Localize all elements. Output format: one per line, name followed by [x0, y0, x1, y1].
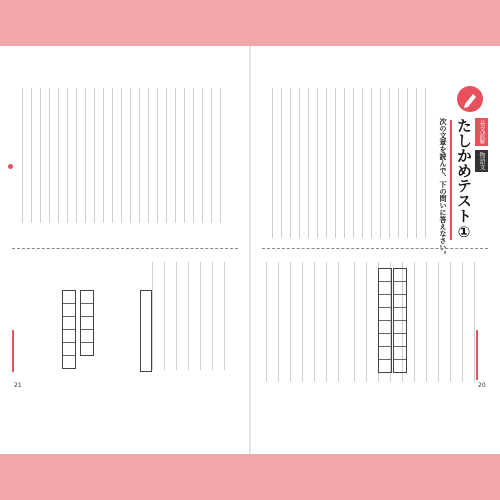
page-title: たしかめテスト① — [455, 118, 473, 241]
question-block — [350, 262, 480, 382]
page-number: 21 — [14, 382, 22, 389]
title-accent-bar — [450, 120, 452, 240]
passage-text — [264, 88, 430, 238]
section-divider — [12, 248, 238, 250]
pencil-icon — [457, 86, 483, 112]
passage-continued — [20, 88, 225, 223]
question-block — [150, 262, 230, 370]
side-tab — [12, 330, 14, 372]
end-marker — [8, 164, 13, 169]
bottom-band — [250, 454, 500, 500]
question-block-2 — [264, 262, 344, 382]
answer-grid[interactable] — [62, 290, 76, 369]
score-tab — [476, 330, 478, 380]
answer-box[interactable] — [140, 290, 152, 372]
instruction-text: 次の文章を読んで、下の問いに答えなさい。 — [439, 118, 447, 258]
answer-grid[interactable] — [80, 290, 94, 356]
top-band — [0, 0, 250, 46]
section-tag: 長文読解 — [475, 118, 488, 146]
answer-grid[interactable] — [393, 268, 407, 373]
page-number: 20 — [478, 382, 486, 389]
section-divider — [262, 248, 488, 250]
category-tag: 物語文 — [475, 150, 488, 172]
bottom-band — [0, 454, 250, 500]
top-band — [250, 0, 500, 46]
right-page — [250, 0, 500, 500]
answer-grid[interactable] — [378, 268, 392, 373]
